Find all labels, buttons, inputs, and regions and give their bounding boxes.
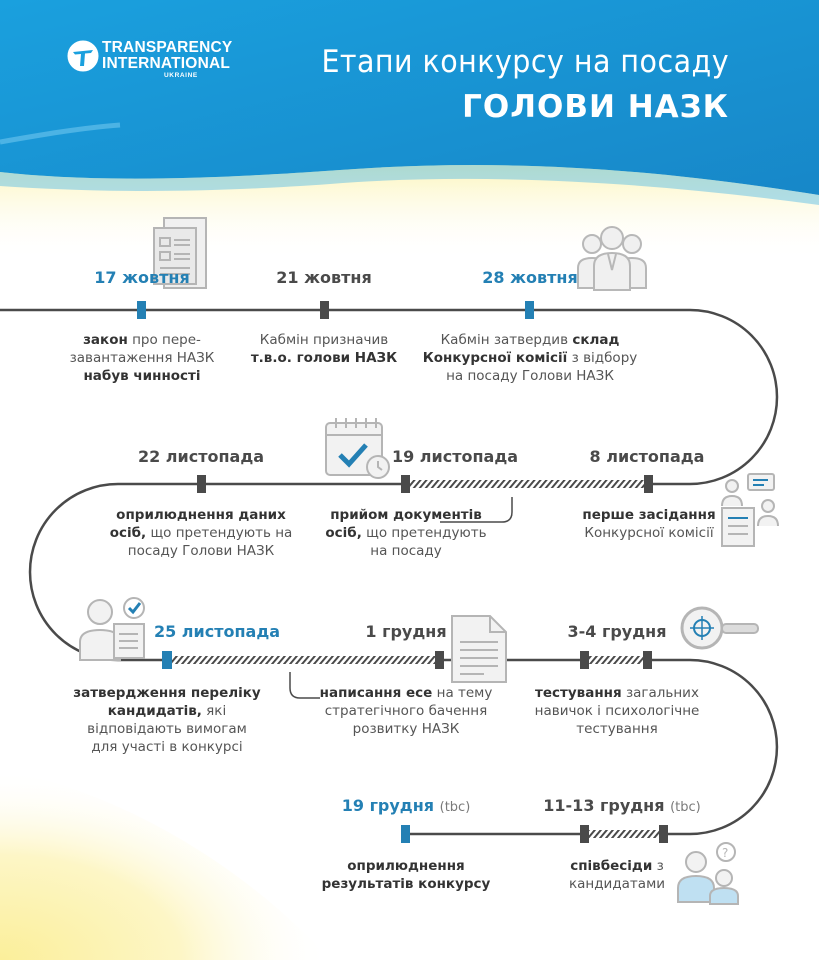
event-essay-description: написання есе на тему стратегічного бачення розвитку НАЗК [319, 685, 493, 737]
essay-document-icon [448, 612, 510, 686]
candidate-approval-icon [78, 594, 148, 664]
meeting-board-icon [718, 470, 780, 550]
logo-line3: UKRAINE [164, 72, 198, 79]
date-19-dec-tbc: (tbc) [439, 800, 471, 815]
event-publication-description: оприлюднення даних осіб, що претендують на посаду Голови НАЗК [109, 507, 293, 559]
marker-4-dec [643, 651, 652, 669]
event-first-meeting-description: перше засідання Конкурсної комісії [582, 507, 716, 541]
date-21-oct: 21 жовтня [276, 268, 372, 287]
magnifier-test-icon [678, 604, 762, 654]
event-applications-description: прийом документів осіб, що претендують на посаду [325, 507, 487, 559]
date-1-dec: 1 грудня [365, 622, 447, 641]
event-interviews-description: співбесіди з кандидатами [568, 858, 666, 892]
marker-3-dec [580, 651, 589, 669]
marker-11-dec [580, 825, 589, 843]
logo-line1: TRANSPARENCY [102, 39, 233, 56]
svg-text:?: ? [722, 846, 729, 860]
bracket-review [290, 672, 320, 698]
event-law-description: закон про пере- завантаження НАЗК набув чинності [69, 332, 215, 384]
calendar-check-icon [322, 415, 394, 483]
marker-19-dec [401, 825, 410, 843]
marker-19-nov [401, 475, 410, 493]
marker-22-nov [197, 475, 206, 493]
page-title-line1: Етапи конкурсу на посаду [321, 44, 729, 80]
event-commission-description: Кабмін затвердив склад Конкурсної комісії з відбору на посаду Голови НАЗК [422, 332, 638, 384]
marker-28-oct [525, 301, 534, 319]
event-testing-description: тестування загальних навичок і психологічне тестування [534, 685, 700, 737]
hatched-segment-review [168, 656, 440, 664]
date-11-13-dec [543, 796, 700, 815]
date-19-nov: 19 листопада [391, 447, 519, 466]
commission-group-icon [572, 222, 652, 292]
page-title-line2: ГОЛОВИ НАЗК [462, 89, 729, 125]
marker-25-nov [162, 651, 172, 669]
date-17-oct: 17 жовтня [94, 268, 190, 287]
marker-1-dec [435, 651, 444, 669]
marker-17-oct [137, 301, 146, 319]
date-25-nov: 25 листопада [153, 622, 281, 641]
interview-people-icon [676, 840, 742, 906]
date-11-13-dec-text: 11-13 грудня [543, 796, 665, 815]
date-19-dec-text: 19 грудня [341, 796, 435, 815]
marker-8-nov [644, 475, 653, 493]
event-results-description: оприлюднення результатів конкурсу [321, 858, 491, 892]
event-acting-head-description: Кабмін призначив т.в.о. голови НАЗК [250, 332, 398, 366]
event-candidate-list-description: затвердження переліку кандидатів, які відповідають вимогам для участі в конкурсі [73, 685, 261, 755]
hatched-segment-applications [406, 480, 649, 488]
date-3-4-dec: 3-4 грудня [567, 622, 667, 641]
date-22-nov: 22 листопада [137, 447, 265, 466]
date-19-dec [342, 796, 471, 815]
hatched-segment-testing [586, 656, 648, 664]
logo-line2: INTERNATIONAL [102, 55, 231, 72]
marker-13-dec [659, 825, 668, 843]
date-28-oct: 28 жовтня [482, 268, 578, 287]
hatched-segment-interviews [584, 830, 665, 838]
date-8-nov: 8 листопада [589, 447, 705, 466]
marker-21-oct [320, 301, 329, 319]
date-11-13-dec-tbc: (tbc) [670, 800, 701, 815]
